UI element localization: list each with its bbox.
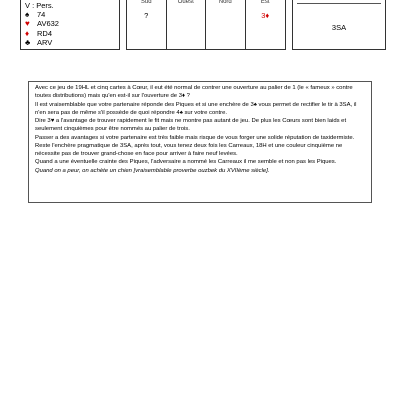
bid-header-west: Ouest bbox=[167, 0, 207, 7]
hand-cards: RD4 bbox=[37, 28, 53, 38]
commentary-box bbox=[28, 81, 372, 203]
hand-panel bbox=[20, 0, 120, 50]
hand-cards: AV632 bbox=[37, 19, 59, 29]
answer-panel bbox=[292, 0, 386, 50]
diamond-icon: ♦ bbox=[25, 28, 30, 38]
commentary-paragraph: Passer a des avantages si votre partenaire est très faible mais risque de vous forger une solide réputation de taxidermiste. bbox=[35, 134, 355, 141]
hand-cards: ARV bbox=[37, 37, 53, 47]
spade-icon: ♠ bbox=[25, 10, 30, 20]
hand-row-diamonds bbox=[25, 29, 115, 38]
hand-row-clubs bbox=[25, 38, 115, 47]
bid-header-east: Est bbox=[260, 0, 270, 5]
commentary-paragraph: Dire 3♥ a l'avantage de trouver rapidement le fit mais ne montre pas autant de jeu. De plus les Cœurs sont bien laids et seulement cinquièmes pour être nommés au palier de trois. bbox=[35, 118, 347, 133]
commentary-paragraph: Reste l'enchère pragmatique de 3SA, après tout, vous tenez deux fois les Carreaux, 18H et une couleur cinquième ne nécessite pas de trouver grand-chose en face pour arriver à faire neuf levées. bbox=[35, 142, 343, 157]
hand-row-spades bbox=[25, 10, 115, 19]
bid-cell-west bbox=[167, 7, 207, 50]
heart-icon: ♥ bbox=[25, 19, 30, 29]
closing-quote: Quand on a peur, on achète un chien [vraisemblable proverbe ouzbek du XVIIème siècle]. bbox=[35, 167, 270, 174]
commentary-paragraph: Avec ce jeu de 19HL et cinq cartes à Cœur, il eut été normal de contrer une ouverture au palier de 1 (le « fameux » contre toutes distributions) mais qu'en est-il sur l'ouverture de 3♦ ? bbox=[35, 85, 353, 100]
commentary-paragraph: Il est vraisemblable que votre partenaire réponde des Piques et si une enchère de 3♠ vous permet de rectifier le tir à 3SA, il n'en sera pas de même s'il possède de quoi répondre 4♠ sur votre contre. bbox=[35, 101, 357, 116]
bid-header-south: Sud bbox=[127, 0, 167, 7]
hand-row-hearts bbox=[25, 19, 115, 28]
bid-cell-east: 3♦ bbox=[261, 11, 270, 20]
commentary-paragraph: Quand a une éventuelle crainte des Piques, l'adversaire a nommé les Carreaux il me semble et non pas les Piques. bbox=[35, 159, 337, 166]
bidding-table bbox=[126, 0, 286, 50]
bid-header-north: Nord bbox=[206, 0, 246, 7]
hand-cards: 74 bbox=[37, 10, 46, 20]
answer-bid: 3SA bbox=[331, 23, 347, 32]
answer-divider bbox=[297, 3, 381, 4]
bid-cell-south: ? bbox=[127, 7, 167, 50]
hand-title: V : Pers. bbox=[25, 1, 54, 10]
club-icon: ♣ bbox=[25, 37, 31, 47]
bid-cell-north bbox=[206, 7, 246, 50]
